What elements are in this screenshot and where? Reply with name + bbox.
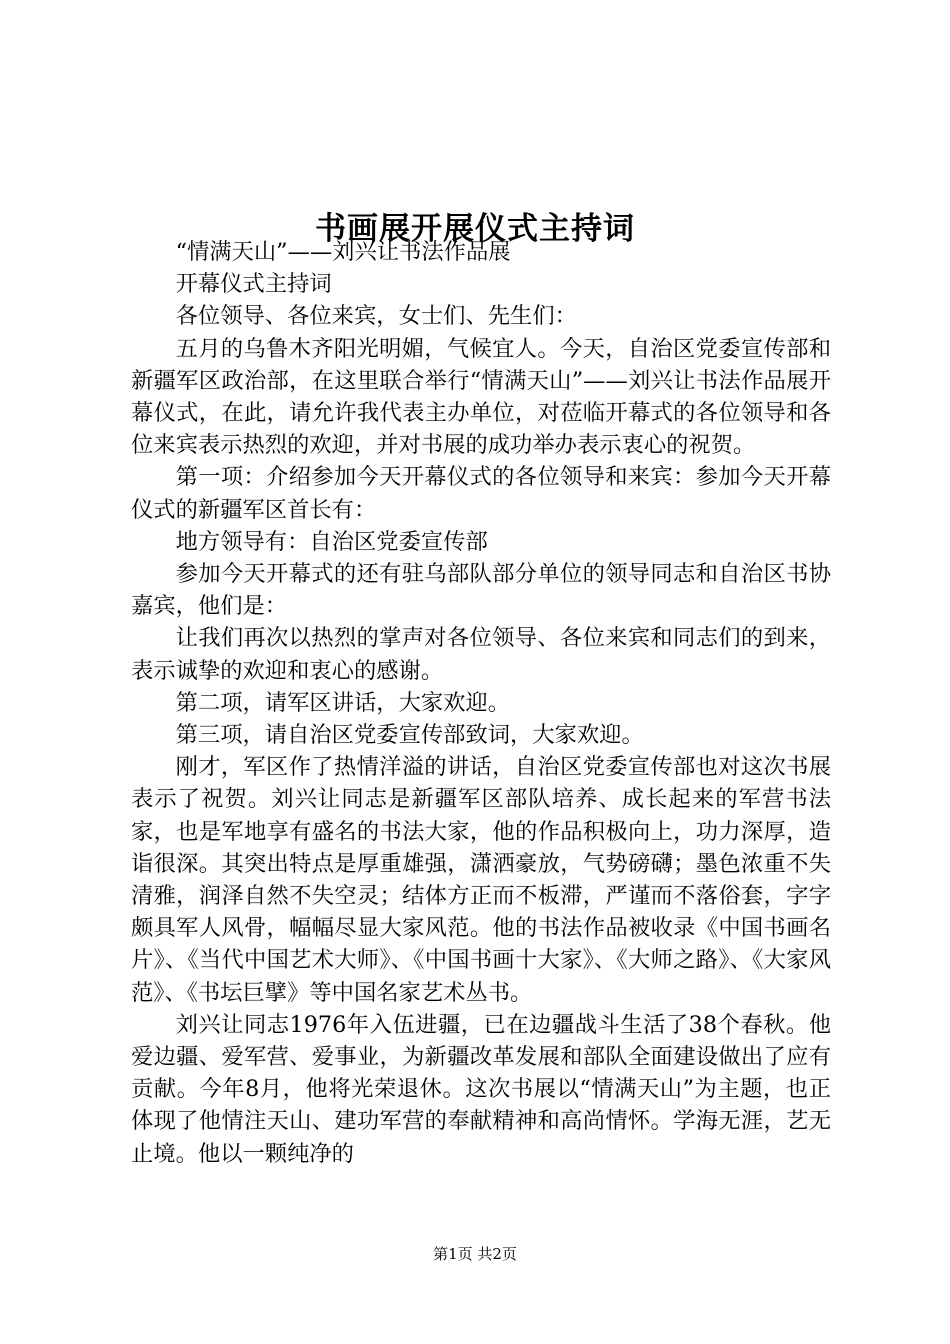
document-title: 书画展开展仪式主持词 <box>315 210 635 247</box>
paragraph-subtitle-line-1: “情满天山”——刘兴让书法作品展 <box>175 239 511 265</box>
paragraph-item-one: 第一项：介绍参加今天开幕仪式的各位领导和来宾：参加今天开幕仪式的新疆军区首长有： <box>131 464 831 523</box>
paragraph-calligrapher-intro: 刚才，军区作了热情洋溢的讲话，自治区党委宣传部也对这次书展表示了祝贺。刘兴让同志是新疆军区部队培养、成长起来的军营书法家，也是军地享有盛名的书法大家，他的作品积极向上，功力深厚，造诣很深。其突出特点是厚重雄强，潇洒豪放，气势磅礴；墨色浓重不失清雅，润泽自然不失空灵；结体方正而不板滞，严谨而不落俗套，字字颇具军人风骨，幅幅尽显大家风范。他的书法作品被收录《中国书画名片》、《当代中国艺术大师》、《中国书画十大家》、《大师之路》、《大家风范》、《书坛巨擘》等中国名家艺术丛书。 <box>131 754 831 1006</box>
paragraph-local-leaders: 地方领导有：自治区党委宣传部 <box>175 528 488 555</box>
paragraph-other-guests: 参加今天开幕式的还有驻乌部队部分单位的领导同志和自治区书协嘉宾，他们是： <box>131 561 831 620</box>
paragraph-applause: 让我们再次以热烈的掌声对各位领导、各位来宾和同志们的到来，表示诚挚的欢迎和衷心的感谢。 <box>131 625 831 684</box>
paragraph-subtitle-line-2: 开幕仪式主持词 <box>175 271 332 298</box>
paragraph-item-three: 第三项，请自治区党委宣传部致词，大家欢迎。 <box>175 722 644 749</box>
paragraph-opening: 五月的乌鲁木齐阳光明媚，气候宜人。今天，自治区党委宣传部和新疆军区政治部，在这里联合举行“情满天山”——刘兴让书法作品展开幕仪式，在此，请允许我代表主办单位，对莅临开幕式的各位领导和各位来宾表示热烈的欢迎，并对书展的成功举办表示衷心的祝贺。 <box>131 335 831 459</box>
paragraph-calligrapher-career: 刘兴让同志1976年入伍进疆，已在边疆战斗生活了38个春秋。他爱边疆、爱军营、爱事业，为新疆改革发展和部队全面建设做出了应有贡献。今年8月，他将光荣退休。这次书展以“情满天山”为主题，也正体现了他情注天山、建功军营的奉献精神和高尚情怀。学海无涯，艺无止境。他以一颗纯净的 <box>131 1011 831 1167</box>
paragraph-salutation: 各位领导、各位来宾，女士们、先生们： <box>175 303 577 330</box>
page-footer: 第1页 共2页 <box>433 1245 517 1263</box>
paragraph-item-two: 第二项，请军区讲话，大家欢迎。 <box>175 689 511 716</box>
document-body <box>131 236 831 1170</box>
